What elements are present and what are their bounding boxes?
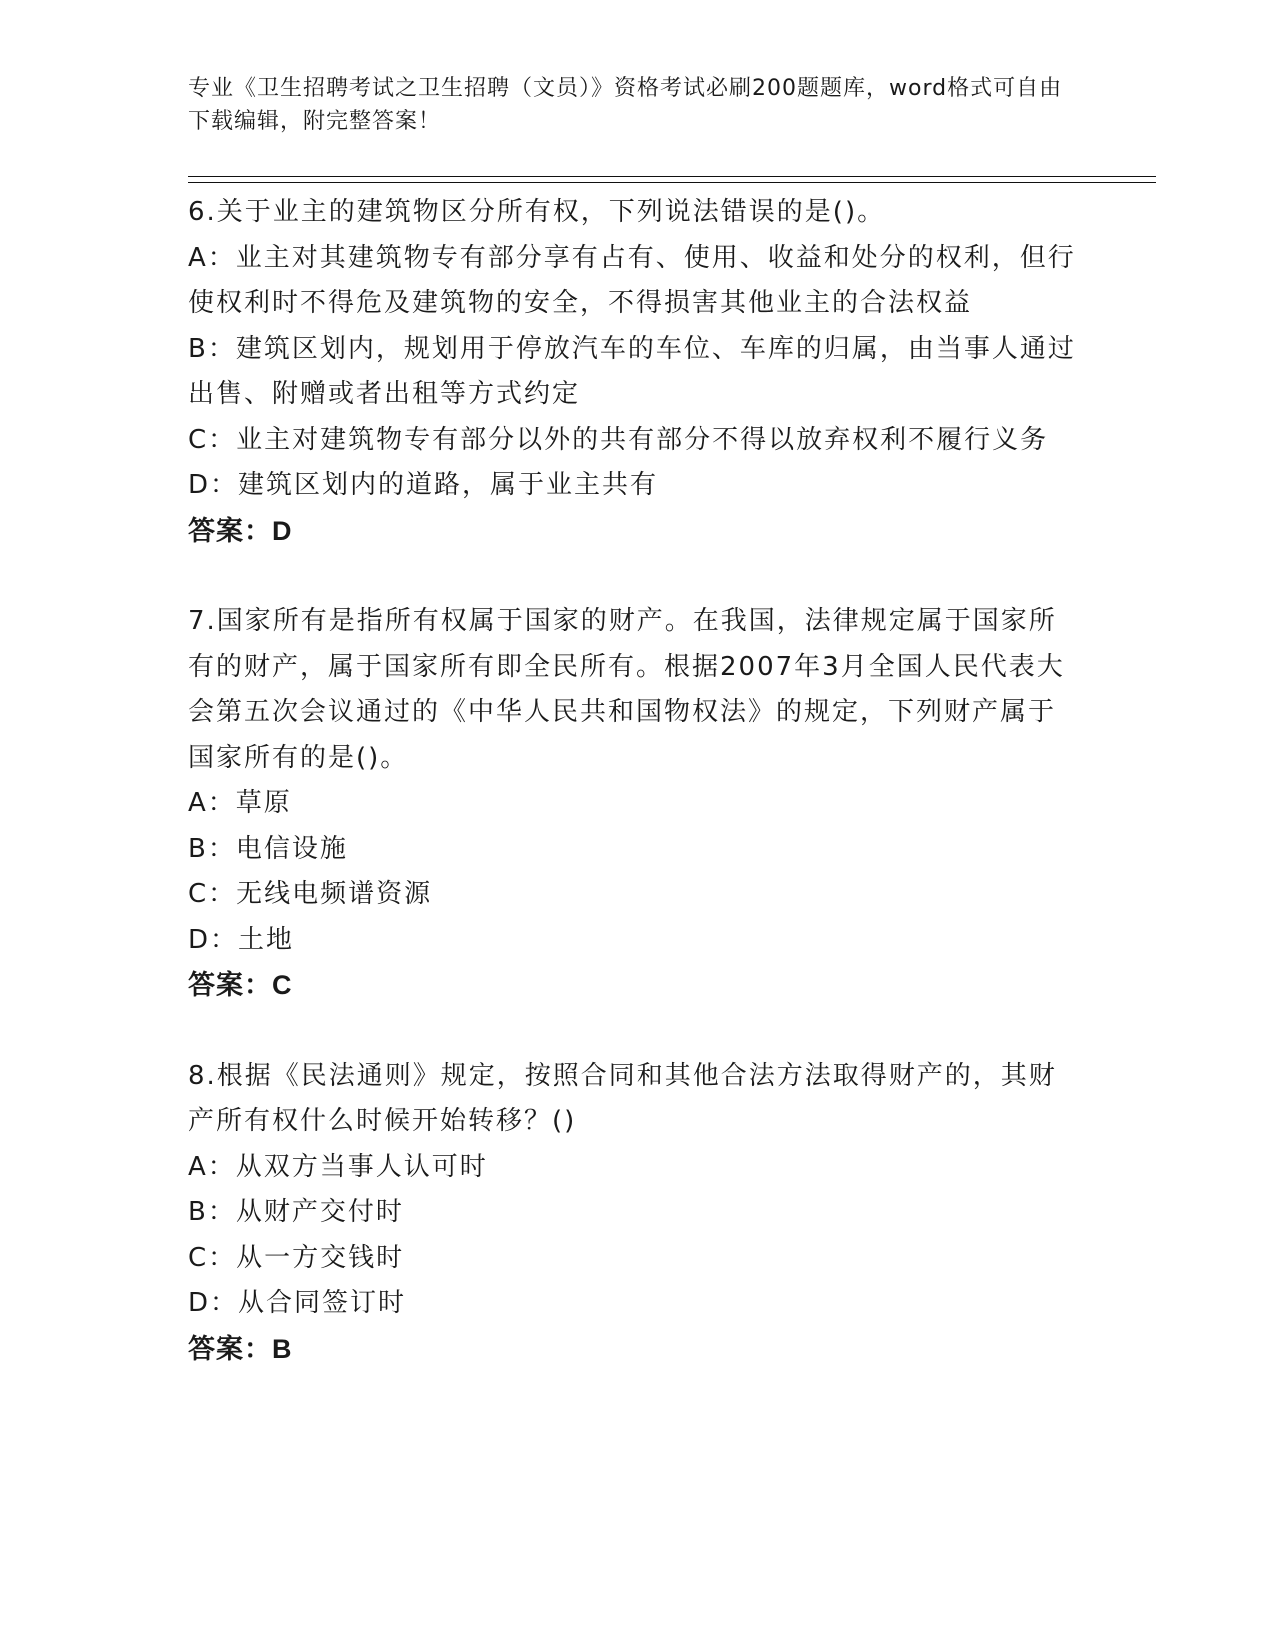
option-a: A：业主对其建筑物专有部分享有占有、使用、收益和处分的权利，但行使权利时不得危及建筑物的安全，不得损害其他业主的合法权益	[188, 242, 1076, 318]
question-stem: 7.国家所有是指所有权属于国家的财产。在我国，法律规定属于国家所有的财产，属于国家所有即全民所有。根据2007年3月全国人民代表大会第五次会议通过的《中华人民共和国物权法》的规定，下列财产属于国家所有的是()。	[188, 606, 1065, 773]
answer: 答案：D	[188, 515, 293, 546]
document-header: 专业《卫生招聘考试之卫生招聘（文员）》资格考试必刷200题题库，word格式可自由下载编辑，附完整答案！	[188, 76, 1063, 134]
option-c: C：无线电频谱资源	[188, 879, 433, 909]
question-gap	[188, 554, 1078, 599]
question-stem: 8.根据《民法通则》规定，按照合同和其他合法方法取得财产的，其财产所有权什么时候开始转移？()	[188, 1060, 1057, 1136]
answer: 答案：C	[188, 970, 293, 1000]
question-list	[188, 190, 1078, 1372]
answer: 答案：B	[188, 1333, 293, 1364]
question-gap	[188, 1009, 1078, 1054]
option-a: A：从双方当事人认可时	[188, 1151, 488, 1182]
question-stem: 6.关于业主的建筑物区分所有权，下列说法错误的是()。	[188, 197, 886, 227]
option-b: B：建筑区划内，规划用于停放汽车的车位、车库的归属，由当事人通过出售、附赠或者出租等方式约定	[188, 333, 1076, 409]
question-6	[188, 190, 1078, 554]
option-d: D：建筑区划内的道路，属于业主共有	[188, 470, 659, 500]
question-7	[188, 599, 1078, 1009]
option-b: B：电信设施	[188, 833, 348, 864]
option-b: B：从财产交付时	[188, 1197, 404, 1227]
option-d: D：土地	[188, 924, 295, 955]
question-8	[188, 1054, 1078, 1373]
header-rule-bottom	[188, 182, 1156, 183]
header-rule-top	[188, 176, 1156, 177]
option-c: C：从一方交钱时	[188, 1242, 405, 1273]
option-d: D：从合同签订时	[188, 1288, 407, 1318]
option-a: A：草原	[188, 788, 292, 818]
option-c: C：业主对建筑物专有部分以外的共有部分不得以放弃权利不履行义务	[188, 424, 1049, 455]
